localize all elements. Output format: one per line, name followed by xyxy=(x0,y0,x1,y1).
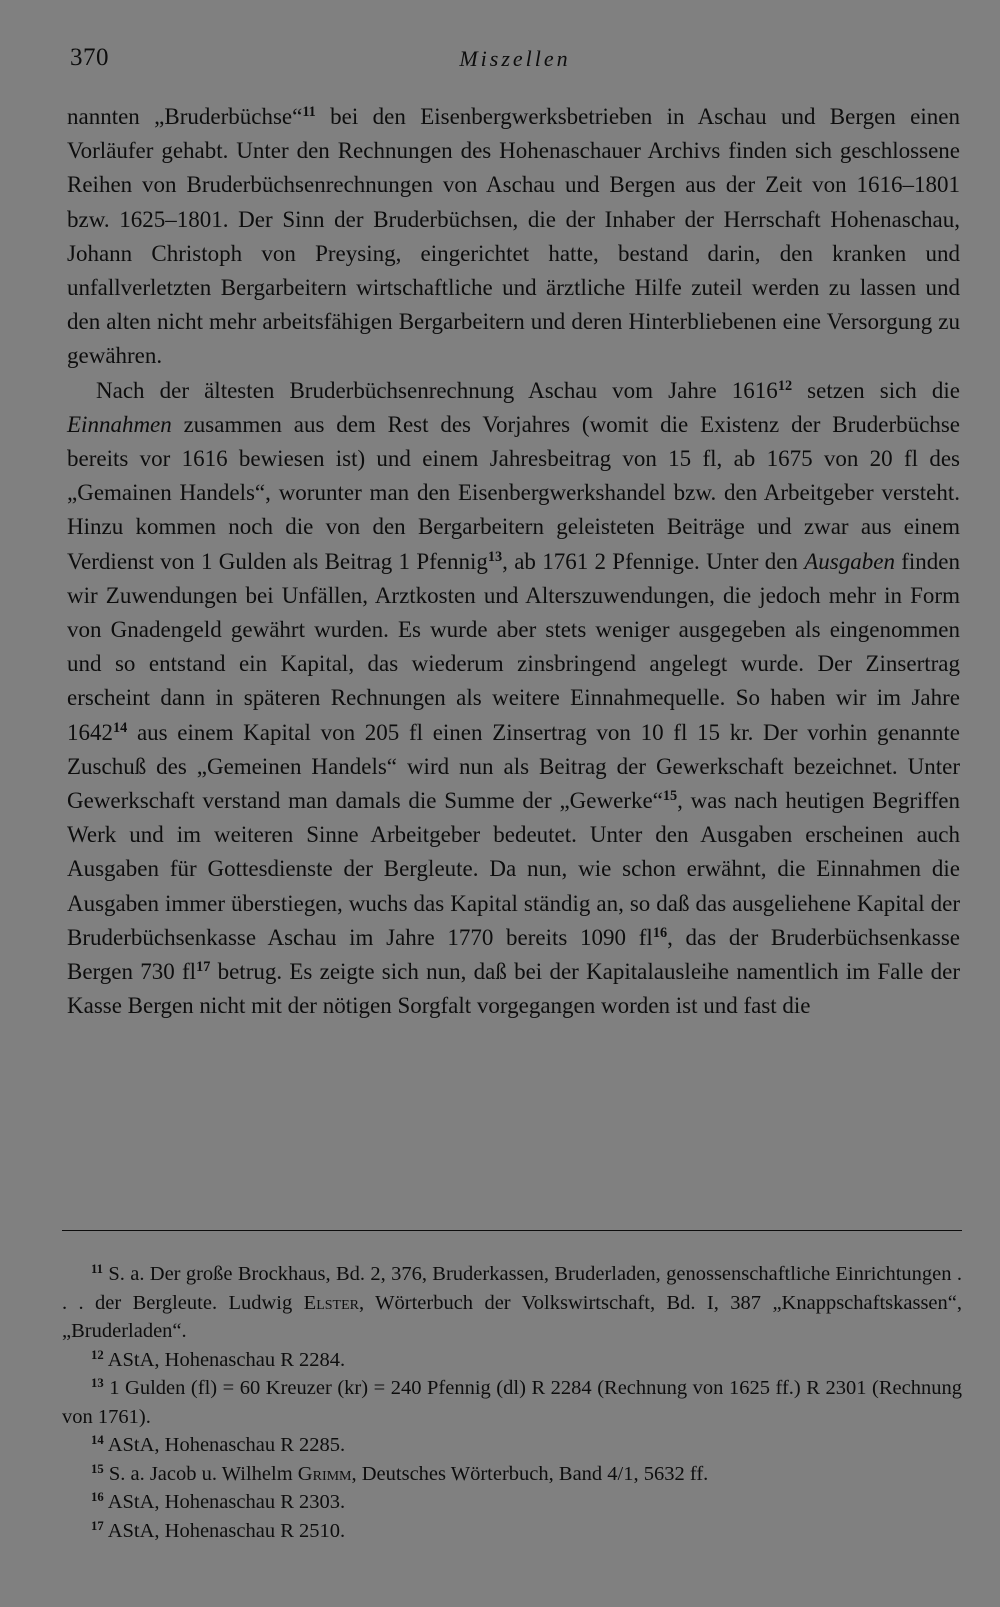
footnote-13 xyxy=(62,1374,962,1431)
footnote-number: 12 xyxy=(91,1347,104,1362)
text-run: betrug. Es zeigte sich nun, daß bei der Kapitalausleihe namentlich im Falle der Kasse Bergen nicht mit der nötigen Sorgfalt vorgegangen worden ist und fast die xyxy=(67,959,960,1019)
footnote-ref-11: 11 xyxy=(302,104,316,121)
footnote-ref-17: 17 xyxy=(196,959,211,976)
footnote-number: 15 xyxy=(91,1461,104,1476)
footnote-ref-15: 15 xyxy=(662,788,678,805)
footnote-text: S. a. Der große Brockhaus, Bd. 2, 376, Bruderkassen, Bruderladen, genossenschaftliche Einrichtungen . . . der Bergleute. Ludwig xyxy=(62,1263,962,1314)
footnote-text: AStA, Hohenaschau R 2303. xyxy=(103,1491,346,1513)
emphasis-ausgaben: Ausgaben xyxy=(804,548,895,574)
text-run: Nach der ältesten Bruderbüchsenrechnung Aschau vom Jahre 1616 xyxy=(96,377,778,403)
footnote-number: 11 xyxy=(91,1262,104,1277)
emphasis-einnahmen: Einnahmen xyxy=(67,411,172,437)
text-run: nannten „Bruderbüchse“ xyxy=(67,104,303,129)
footnote-ref-14: 14 xyxy=(113,719,128,736)
running-head: Miszellen xyxy=(459,46,571,71)
text-run: aus einem Kapital von 205 fl einen Zinsertrag von 10 fl 15 kr. Der vorhin genannte Zuschuß des „Gemeinen Handels“ wird nun als Beitrag der Gewerkschaft bezeichnet. Unter Gewerkschaft verstand man damals die Summe der „Gewerke“ xyxy=(67,719,960,814)
footnote-text: AStA, Hohenaschau R 2284. xyxy=(103,1348,346,1371)
text-run: bei den Eisenbergwerksbetrieben in Aschau und Bergen einen Vorläufer gehabt. Unter den Rechnungen des Hohenaschauer Archivs finden sich geschlossene Reihen von Bruderbüchsenrechnungen von Aschau und Bergen aus der Zeit von 1616–1801 bzw. 1625–1801. Der Sinn der Bruderbüchsen, die der Inhaber der Herrschaft Hohenaschau, Johann Christoph von Preysing, eingerichtet hatte, bestand darin, den kranken und unfallverletzten Bergarbeitern wirtschaftliche und ärztliche Hilfe zuteil werden zu lassen und den alten nicht mehr arbeitsfähigen Bergarbeitern und deren Hinterbliebenen eine Versorgung zu gewähren. xyxy=(67,104,960,369)
footnote-11 xyxy=(62,1260,962,1346)
footnotes xyxy=(62,1260,962,1545)
author-name: Elster xyxy=(303,1291,359,1314)
paragraph-1 xyxy=(67,100,960,374)
text-run: , was nach heutigen Begriffen Werk und im weiteren Sinne Arbeitgeber bedeutet. Unter den Ausgaben erscheinen auch Ausgaben für Gottesdienste der Bergleute. Da nun, wie schon erwähnt, die Einnahmen die Ausgaben immer überstiegen, wuchs das Kapital ständig an, so daß das ausgeliehene Kapital der Bruderbüchsenkasse Aschau im Jahre 1770 bereits 1090 fl xyxy=(67,788,961,950)
footnote-ref-12: 12 xyxy=(777,377,793,394)
footnote-number: 13 xyxy=(91,1376,104,1391)
footnote-number: 14 xyxy=(91,1433,104,1448)
text-run: , ab 1761 2 Pfennige. Unter den xyxy=(502,548,805,574)
page-number: 370 xyxy=(70,44,109,71)
text-run: setzen sich die xyxy=(792,377,960,403)
footnote-text: AStA, Hohenaschau R 2510. xyxy=(103,1519,346,1542)
footnote-ref-16: 16 xyxy=(652,925,668,942)
page-header xyxy=(70,40,960,80)
footnote-12 xyxy=(62,1346,962,1375)
text-run: , das der Bruderbüchsenkasse Bergen 730 fl xyxy=(67,924,960,985)
footnote-text: 1 Gulden (fl) = 60 Kreuzer (kr) = 240 Pfennig (dl) R 2284 (Rechnung von 1625 ff.) R 2301 (Rechnung von 1761). xyxy=(62,1377,962,1428)
text-run: zusammen aus dem Rest des Vorjahres (womit die Existenz der Bruderbüchse bereits vor 1616 bewiesen ist) und einem Jahresbeitrag von 15 fl, ab 1675 von 20 fl des „Gemainen Handels“, worunter man den Eisenbergwerkshandel bzw. den Arbeitgeber versteht. Hinzu kommen noch die von den Bergarbeitern geleisteten Beiträge und zwar aus einem Verdienst von 1 Gulden als Beitrag 1 Pfennig xyxy=(67,411,960,574)
footnote-17 xyxy=(62,1517,962,1546)
footnote-number: 16 xyxy=(91,1490,104,1505)
footnote-15 xyxy=(62,1460,962,1489)
paragraph-2 xyxy=(67,374,960,1024)
body-text xyxy=(67,100,960,1023)
footnote-text: , Wörterbuch der Volkswirtschaft, Bd. I, 387 „Knappschaftskassen“, „Bruderladen“. xyxy=(62,1291,963,1342)
footnote-16 xyxy=(62,1488,962,1517)
author-name: Grimm xyxy=(297,1462,352,1485)
footnote-text: , Deutsches Wörterbuch, Band 4/1, 5632 ff. xyxy=(351,1462,709,1485)
footnote-text: S. a. Jacob u. Wilhelm xyxy=(103,1462,298,1485)
footnote-number: 17 xyxy=(91,1518,104,1533)
footnote-ref-13: 13 xyxy=(487,548,503,565)
footnote-divider xyxy=(62,1230,962,1231)
footnote-14 xyxy=(62,1431,962,1460)
text-run: finden wir Zuwendungen bei Unfällen, Arztkosten und Alterszuwendungen, die jedoch mehr in Form von Gnadengeld gewährt wurden. Es wurde aber stets weniger ausgegeben als eingenommen und so entstand ein Kapital, das wiederum zinsbringend angelegt wurde. Der Zinsertrag erscheint dann in späteren Rechnungen als weitere Einnahmequelle. So haben wir im Jahre 1642 xyxy=(67,548,961,745)
footnote-text: AStA, Hohenaschau R 2285. xyxy=(103,1434,346,1456)
